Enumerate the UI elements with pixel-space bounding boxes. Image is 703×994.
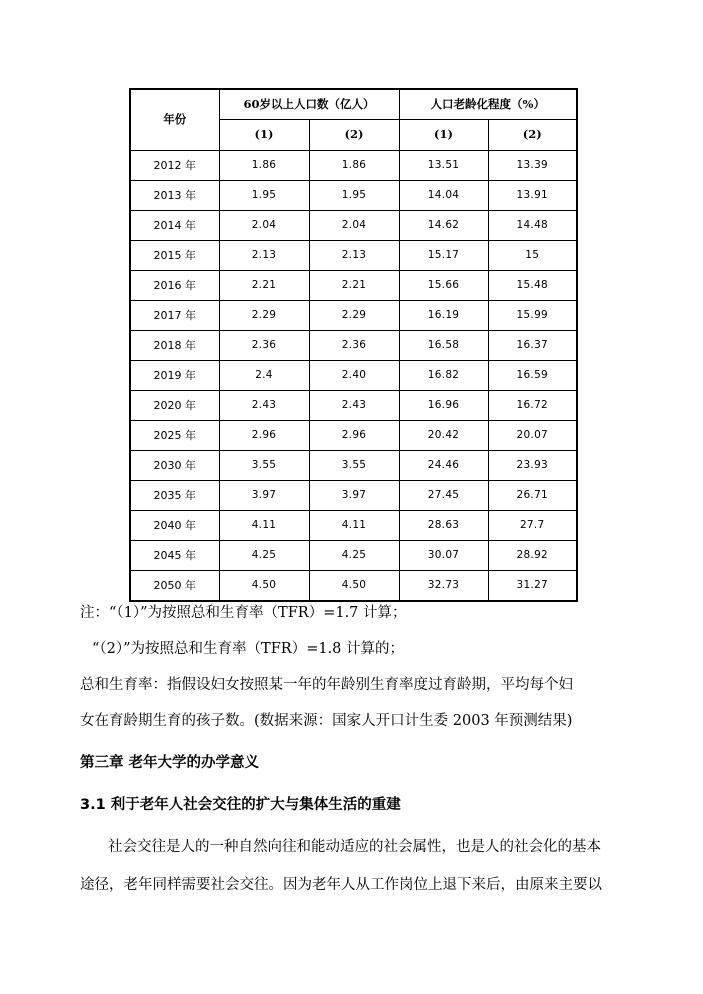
year-cell: 2014 年 [130,211,219,241]
value-cell: 2.36 [219,331,309,361]
year-cell: 2016 年 [130,271,219,301]
value-cell: 1.95 [219,181,309,211]
value-cell: 15.66 [399,271,488,301]
table-row [130,511,577,541]
sub-header: (2) [488,120,577,151]
table-row [130,211,577,241]
value-cell: 23.93 [488,451,577,481]
value-cell: 27.7 [488,511,577,541]
population-aging-table [129,88,578,602]
year-cell: 2017 年 [130,301,219,331]
value-cell: 20.07 [488,421,577,451]
value-cell: 4.25 [219,541,309,571]
value-cell: 16.19 [399,301,488,331]
value-cell: 1.86 [309,151,399,181]
body-line-1: 社会交往是人的一种自然向往和能动适应的社会属性，也是人的社会化的基本 [108,839,601,855]
value-cell: 15.17 [399,241,488,271]
sub-header: (2) [309,120,399,151]
table-row [130,571,577,602]
value-cell: 2.04 [309,211,399,241]
value-cell: 20.42 [399,421,488,451]
table-row [130,481,577,511]
value-cell: 4.11 [219,511,309,541]
value-cell: 14.04 [399,181,488,211]
value-cell: 3.55 [219,451,309,481]
value-cell: 2.21 [219,271,309,301]
value-cell: 2.36 [309,331,399,361]
value-cell: 2.04 [219,211,309,241]
year-cell: 2013 年 [130,181,219,211]
value-cell: 2.40 [309,361,399,391]
value-cell: 4.25 [309,541,399,571]
value-cell: 16.37 [488,331,577,361]
value-cell: 2.21 [309,271,399,301]
note-1: 注：“（1）”为按照总和生育率（TFR）=1.7 计算； [80,605,407,621]
value-cell: 4.50 [309,571,399,602]
year-column-header: 年份 [130,89,219,151]
value-cell: 2.96 [309,421,399,451]
table-row [130,181,577,211]
value-cell: 30.07 [399,541,488,571]
value-cell: 4.50 [219,571,309,602]
year-cell: 2012 年 [130,151,219,181]
sub-header: (1) [399,120,488,151]
year-cell: 2030 年 [130,451,219,481]
year-cell: 2019 年 [130,361,219,391]
value-cell: 27.45 [399,481,488,511]
value-cell: 3.97 [309,481,399,511]
value-cell: 15.99 [488,301,577,331]
population-60plus-header: 60岁以上人口数（亿人） [219,89,399,120]
value-cell: 2.13 [309,241,399,271]
year-cell: 2025 年 [130,421,219,451]
year-cell: 2040 年 [130,511,219,541]
table-row [130,271,577,301]
year-cell: 2020 年 [130,391,219,421]
value-cell: 14.48 [488,211,577,241]
aging-degree-header: 人口老龄化程度（%） [399,89,577,120]
value-cell: 2.29 [219,301,309,331]
note-2: “（2）”为按照总和生育率（TFR）=1.8 计算的； [92,641,405,657]
value-cell: 2.4 [219,361,309,391]
chapter-title: 第三章 老年大学的办学意义 [80,755,260,771]
value-cell: 28.92 [488,541,577,571]
value-cell: 15 [488,241,577,271]
value-cell: 2.13 [219,241,309,271]
year-cell: 2015 年 [130,241,219,271]
value-cell: 31.27 [488,571,577,602]
section-title: 3.1 利于老年人社会交往的扩大与集体生活的重建 [80,797,401,813]
table-row [130,241,577,271]
value-cell: 16.82 [399,361,488,391]
value-cell: 32.73 [399,571,488,602]
body-line-2: 途径，老年同样需要社会交往。因为老年人从工作岗位上退下来后，由原来主要以 [80,877,602,893]
value-cell: 3.97 [219,481,309,511]
value-cell: 2.43 [219,391,309,421]
value-cell: 15.48 [488,271,577,301]
value-cell: 26.71 [488,481,577,511]
table-row [130,541,577,571]
tfr-definition-line-1: 总和生育率：指假设妇女按照某一年的年龄别生育率度过育龄期，平均每个妇 [80,677,573,693]
table-row [130,301,577,331]
table-row [130,451,577,481]
value-cell: 2.29 [309,301,399,331]
value-cell: 16.58 [399,331,488,361]
year-cell: 2050 年 [130,571,219,602]
value-cell: 13.39 [488,151,577,181]
year-cell: 2035 年 [130,481,219,511]
value-cell: 24.46 [399,451,488,481]
value-cell: 28.63 [399,511,488,541]
value-cell: 16.72 [488,391,577,421]
table-row [130,361,577,391]
table-row [130,151,577,181]
value-cell: 16.96 [399,391,488,421]
value-cell: 16.59 [488,361,577,391]
year-cell: 2018 年 [130,331,219,361]
tfr-definition-line-2: 女在育龄期生育的孩子数。(数据来源：国家人开口计生委 2003 年预测结果) [80,713,573,729]
value-cell: 14.62 [399,211,488,241]
value-cell: 13.91 [488,181,577,211]
value-cell: 1.95 [309,181,399,211]
table-row [130,421,577,451]
value-cell: 3.55 [309,451,399,481]
value-cell: 2.96 [219,421,309,451]
value-cell: 1.86 [219,151,309,181]
table-row [130,391,577,421]
value-cell: 2.43 [309,391,399,421]
year-cell: 2045 年 [130,541,219,571]
value-cell: 13.51 [399,151,488,181]
table-row [130,331,577,361]
sub-header: (1) [219,120,309,151]
value-cell: 4.11 [309,511,399,541]
